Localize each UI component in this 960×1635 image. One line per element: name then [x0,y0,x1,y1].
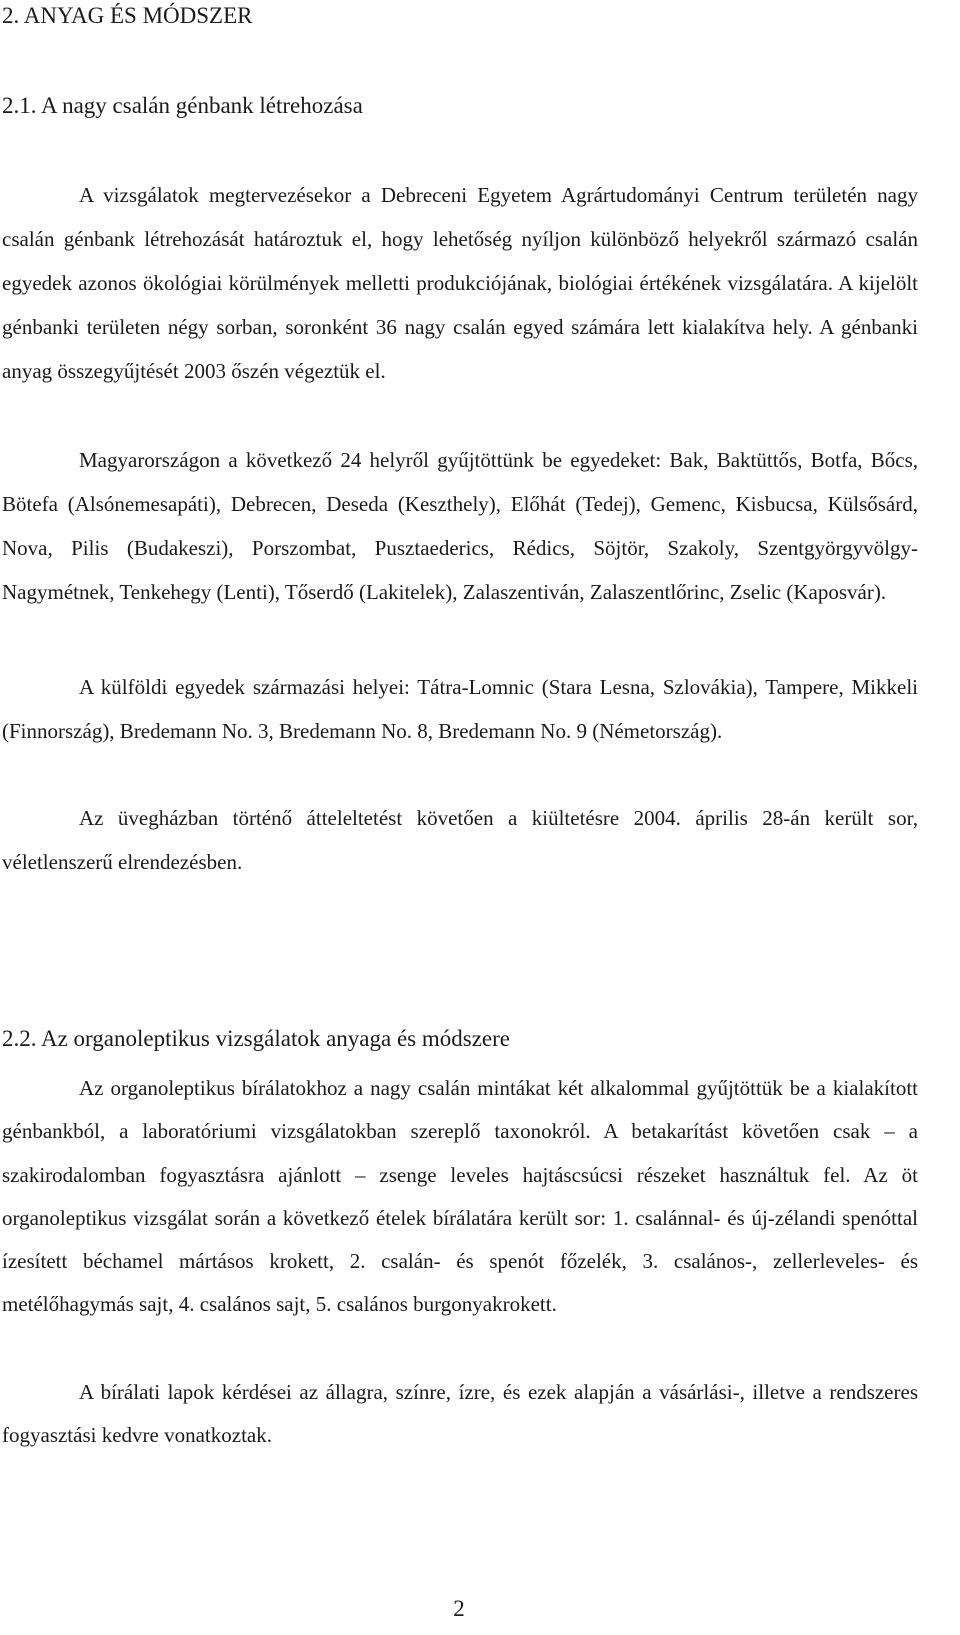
paragraph: A külföldi egyedek származási helyei: Tátra-Lomnic (Stara Lesna, Szlovákia), Tampere, Mikkeli (Finnország), Bredemann No. 3, Bredemann No. 8, Bredemann No. 9 (Németország). [2,675,918,743]
section-title-2-1: 2.1. A nagy csalán génbank létrehozása [2,93,363,118]
paragraph: Az üvegházban történő átteleltetést követően a kiültetésre 2004. április 28-án került sor, véletlenszerű elrendezésben. [2,806,918,874]
page-number: 2 [453,1596,465,1621]
chapter-title: 2. ANYAG ÉS MÓDSZER [2,3,253,28]
paragraph: Magyarországon a következő 24 helyről gyűjtöttünk be egyedeket: Bak, Baktüttős, Botfa, Bőcs, Bötefa (Alsónemesapáti), Debrecen, Deseda (Keszthely), Előhát (Tedej), Gemenc, Kisbucsa, Külsősárd, Nova, Pilis (Budakeszi), Porszombat, Pusztaederics, Rédics, Söjtör, Szakoly, Szentgyörgyvölgy-Nagymétnek, Tenkehegy (Lenti), Tőserdő (Lakitelek), Zalaszentiván, Zalaszentlőrinc, Zselic (Kaposvár). [2,448,918,604]
paragraph: A bírálati lapok kérdései az állagra, színre, ízre, és ezek alapján a vásárlási-, illetve a rendszeres fogyasztási kedvre vonatkoztak. [2,1380,918,1448]
paragraph: A vizsgálatok megtervezésekor a Debreceni Egyetem Agrártudományi Centrum területén nagy csalán génbank létrehozását határoztuk el, hogy lehetőség nyíljon különböző helyekről származó csalán egyedek azonos ökológiai körülmények melletti produkciójának, biológiai értékének vizsgálatára. A kijelölt génbanki területen négy sorban, soronként 36 nagy csalán egyed számára lett kialakítva hely. A génbanki anyag összegyűjtését 2003 őszén végeztük el. [2,183,918,383]
section-title-2-2: 2.2. Az organoleptikus vizsgálatok anyaga és módszere [2,1026,510,1051]
paragraph: Az organoleptikus bírálatokhoz a nagy csalán mintákat két alkalommal gyűjtöttük be a kialakított génbankból, a laboratóriumi vizsgálatokban szereplő taxonokról. A betakarítást követően csak – a szakirodalomban fogyasztásra ajánlott – zsenge leveles hajtáscsúcsi részeket használtuk fel. Az öt organoleptikus vizsgálat során a következő ételek bírálatára került sor: 1. csalánnal- és új-zélandi spenóttal ízesített béchamel mártásos krokett, 2. csalán- és spenót főzelék, 3. csalános-, zellerleveles- és metélőhagymás sajt, 4. csalános sajt, 5. csalános burgonyakrokett. [2,1076,918,1317]
